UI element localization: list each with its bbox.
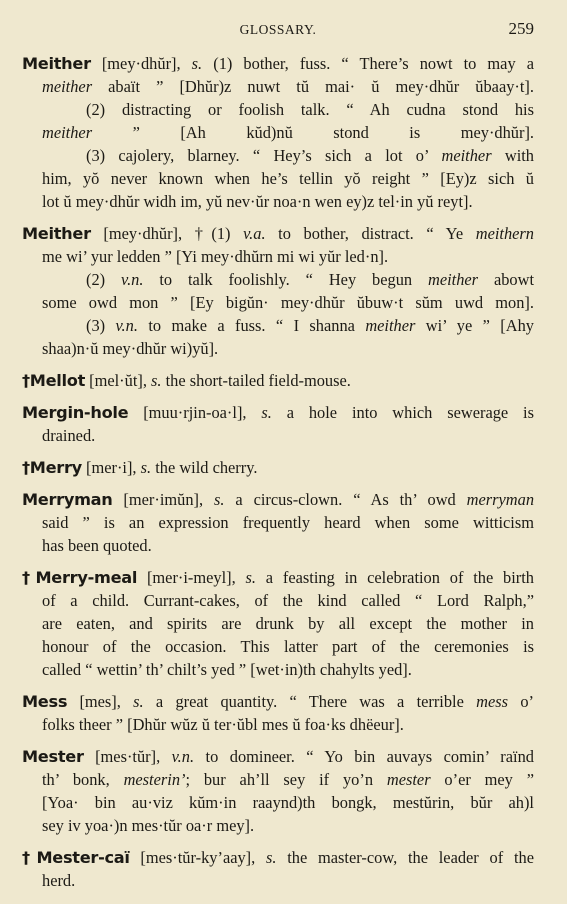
definition-text: ” [Ah kŭd)nŭ stond is mey·dhŭr]. [92,123,534,142]
definition-text: to bother, distract. “ Ye [265,224,476,243]
italic-text: v.a. [243,224,266,243]
definition-text: [mes·tŭr], [83,747,172,766]
definition-text: [mel·ŭt], [85,371,152,390]
entry-line [22,814,534,837]
entry-line [22,245,534,268]
glossary-entry [22,846,534,892]
entry-line [22,98,534,121]
italic-text: s. [245,568,256,587]
definition-text: of a child. Currant-cakes, of the kind called “ Lord Ralph,” [42,591,534,610]
glossary-entry [22,369,534,392]
entry-line [22,52,534,75]
definition-text: to make a fuss. “ I shanna [137,316,366,335]
entry-line [22,690,534,713]
definition-text: (3) [86,316,116,335]
entry-line [22,222,534,245]
headword: †Merry-meal [22,568,138,587]
headword: Mester [22,747,84,766]
entry-line [22,791,534,814]
definition-text: a hole into which sewerage is [271,403,534,422]
italic-text: meither [441,146,492,165]
italic-text: s. [151,371,162,390]
definition-text: (1) bother, fuss. “ There’s nowt to may a [202,54,534,73]
definition-text: (2) [86,270,122,289]
italic-text: meither [42,123,93,142]
definition-text: some owd mon ” [Ey bigŭn· mey·dhŭr ŭbuw·t sŭm uwd mon]. [42,293,534,312]
entry-line [22,268,534,291]
entry-line [22,456,534,479]
entry-line [22,534,534,557]
running-head [22,18,534,40]
definition-text: [mey·dhŭr], [90,54,192,73]
glossary-entry [22,745,534,837]
definition-text: called “ wettin’ th’ chilt’s yed ” [wet·in)th chahylts yed]. [42,660,412,679]
running-title: GLOSSARY. [239,22,317,37]
entry-line [22,846,534,869]
definition-text: drained. [42,426,96,445]
definition-text: (2) distracting or foolish talk. “ Ah cudna stond his [86,100,534,119]
definition-text: to talk foolishly. “ Hey begun [143,270,428,289]
definition-text: a circus-clown. “ As th’ owd [224,490,467,509]
headword: Mess [22,692,68,711]
definition-text: wi’ ye ” [Ahy [415,316,534,335]
entry-line [22,589,534,612]
entry-line [22,190,534,213]
entry-line [22,314,534,337]
definition-text: ; bur ah’ll sey if yo’n [185,770,387,789]
entry-line [22,869,534,892]
definition-text: abowt [478,270,535,289]
italic-text: v.n. [115,316,138,335]
definition-text: [mey·dhŭr], †(1) [90,224,244,243]
glossary-entry [22,690,534,736]
definition-text: th’ bonk, [42,770,124,789]
italic-text: s. [140,458,152,477]
italic-text: s. [133,692,144,711]
entry-line [22,291,534,314]
definition-text: [mes], [67,692,134,711]
headword: Meither [22,224,91,243]
entry-line [22,658,534,681]
definition-text: [Yoa· bin au·viz kŭm·in raaynd)th bongk, mestŭrin, bŭr ah)l [42,793,534,812]
entry-line [22,337,534,360]
entry-line [22,713,534,736]
italic-text: meither [42,77,93,96]
definition-text: sey iv yoa·)n mes·tŭr oa·r mey]. [42,816,255,835]
definition-text: are eaten, and spirits are drunk by all except the mother in [42,614,534,633]
definition-text: me wi’ yur ledden ” [Yi mey·dhŭrn mi wi yŭr led·n]. [42,247,389,266]
definition-text: o’ [508,692,534,711]
entry-line [22,745,534,768]
definition-text: o’er mey ” [430,770,534,789]
glossary-entry [22,566,534,681]
definition-text: [mer·i-meyl], [137,568,246,587]
definition-text: [mes·tŭr-ky’aay], [129,848,266,867]
definition-text: herd. [42,871,76,890]
glossary-entry [22,52,534,213]
definition-text: abaït ” [Dhŭr)z nuwt tŭ mai· ŭ mey·dhŭr ŭbaay·t]. [92,77,534,96]
italic-text: meither [427,270,479,289]
headword: †Mester-caï [22,848,130,867]
italic-text: v.n. [121,270,144,289]
italic-text: merryman [466,490,535,509]
entry-line [22,488,534,511]
entry-line [22,424,534,447]
entry-line [22,511,534,534]
italic-text: s. [266,848,277,867]
definition-text: the short-tailed field-mouse. [161,371,351,390]
definition-text: a feasting in celebration of the birth [256,568,534,587]
italic-text: s. [261,403,272,422]
definition-text: folks theer ” [Dhŭr wŭz ŭ ter·ŭbl mes ŭ foa·ks dhëeur]. [42,715,404,734]
entry-line [22,566,534,589]
entry-line [22,768,534,791]
entry-line [22,635,534,658]
definition-text: lot ŭ mey·dhŭr widh im, yŭ nev·ŭr noa·n wen ey)z tel·in yŭ reyt]. [42,192,473,211]
headword: Merryman [22,490,113,509]
italic-text: meithern [475,224,534,243]
definition-text: shaa)n·ŭ mey·dhŭr wi)yŭ]. [42,339,219,358]
entry-line [22,167,534,190]
headword: †Merry [22,458,82,477]
definition-text: [muu·rjin-oa·l], [128,403,262,422]
definition-text: the wild cherry. [151,458,258,477]
page-number: 259 [508,19,534,38]
italic-text: mesterin’ [123,770,186,789]
definition-text: has been quoted. [42,536,152,555]
entry-line [22,401,534,424]
definition-text: with [491,146,534,165]
italic-text: meither [365,316,416,335]
definition-text: [mer·i], [81,458,141,477]
entry-line [22,121,534,144]
glossary-entry [22,222,534,360]
entry-line [22,612,534,635]
headword: †Mellot [22,371,86,390]
definition-text: a great quantity. “ There was a terrible [143,692,477,711]
definition-text: the master-cow, the leader of the [276,848,534,867]
entry-line [22,144,534,167]
definition-text: said ” is an expression frequently heard when some witticism [42,513,534,532]
definition-text: him, yŏ never known when he’s tellin yŏ reight ” [Ey)z sich ŭ [42,169,534,188]
italic-text: mess [476,692,509,711]
italic-text: s. [214,490,225,509]
glossary-entry [22,488,534,557]
definition-text: [mer·imŭn], [112,490,214,509]
italic-text: s. [191,54,203,73]
headword: Meither [22,54,91,73]
glossary-entry [22,456,534,479]
italic-text: v.n. [171,747,195,766]
entry-line [22,369,534,392]
definition-text: (3) cajolery, blarney. “ Hey’s sich a lot o’ [86,146,442,165]
definition-text: honour of the occasion. This latter part of the ceremonies is [42,637,534,656]
headword: Mergin-hole [22,403,129,422]
italic-text: mester [386,770,431,789]
glossary-entry [22,401,534,447]
entry-line [22,75,534,98]
definition-text: to domineer. “ Yo bin auvays comin’ raïnd [194,747,534,766]
